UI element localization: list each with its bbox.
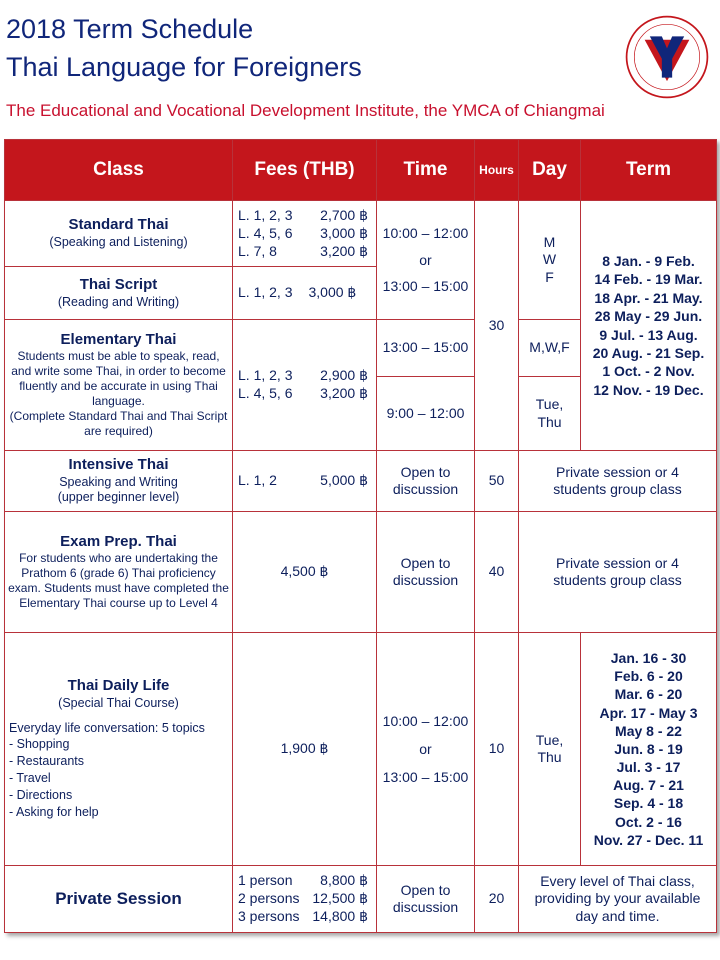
class-requirement: (Complete Standard Thai and Thai Script are required) [9, 409, 228, 439]
term-item: 18 Apr. - 21 May. [594, 289, 703, 306]
institute-subtitle: The Educational and Vocational Development Institute, the YMCA of Chiangmai [6, 101, 605, 120]
table-row-private-session [5, 866, 717, 933]
term-item: 1 Oct. - 2 Nov. [602, 363, 695, 380]
class-name: Exam Prep. Thai [60, 532, 177, 550]
fee-level: L. 1, 2, 3 [238, 284, 293, 300]
page-title: 2018 Term Schedule [6, 14, 254, 44]
table-row-thai-daily-life [5, 633, 717, 866]
fees-cell: 4,500 ฿ [233, 512, 377, 633]
class-name: Private Session [55, 889, 182, 909]
class-cell [5, 451, 233, 512]
list-item: - Travel [9, 771, 51, 786]
fee-price: 5,000 ฿ [320, 472, 368, 488]
term-item: Feb. 6 - 20 [614, 668, 683, 685]
fee-price: 3,200 ฿ [320, 385, 368, 401]
time-cell: Open to discussion [377, 512, 475, 633]
time-or: or [419, 741, 432, 757]
time-or: or [419, 251, 432, 268]
fee-line [238, 872, 376, 890]
fee-line [238, 225, 376, 243]
term-item: 28 May - 29 Jun. [594, 308, 703, 325]
time-slot: 13:00 – 15:00 [382, 769, 469, 785]
term-item: May 8 - 22 [615, 722, 682, 739]
time-slot: 13:00 – 15:00 [382, 278, 469, 295]
class-subtitle: Speaking and Writing [59, 474, 178, 489]
topic-intro: Everyday life conversation: 5 topics [9, 720, 205, 735]
column-header-class: Class [5, 140, 233, 201]
hours-cell: 30 [475, 201, 519, 451]
day-cell: Tue, Thu [519, 377, 581, 451]
schedule-table [4, 139, 717, 933]
day-cell: M W F [519, 201, 581, 320]
class-cell [5, 866, 233, 933]
class-cell [5, 320, 233, 451]
class-name: Standard Thai [68, 216, 169, 234]
fees-cell: 1,900 ฿ [233, 633, 377, 866]
time-cell: Open to discussion [377, 866, 475, 933]
fees-cell [233, 267, 377, 320]
term-item: 20 Aug. - 21 Sep. [592, 344, 705, 361]
fee-level: L. 1, 2, 3 [238, 367, 293, 383]
class-name: Thai Script [79, 275, 158, 293]
time-cell: 9:00 – 12:00 [377, 377, 475, 451]
fee-level: L. 4, 5, 6 [238, 224, 293, 241]
page-header [0, 0, 720, 130]
term-item: 14 Feb. - 19 Mar. [594, 271, 703, 288]
term-item: Aug. 7 - 21 [613, 777, 684, 794]
hours-cell: 10 [475, 633, 519, 866]
time-cell: 13:00 – 15:00 [377, 320, 475, 377]
time-cell: Open to discussion [377, 451, 475, 512]
fees-cell [233, 451, 377, 512]
column-header-day: Day [519, 140, 581, 201]
column-header-fees: Fees (THB) [233, 140, 377, 201]
class-name: Elementary Thai [60, 330, 177, 348]
time-cell [377, 201, 475, 320]
session-note: Private session or 4 students group class [519, 512, 717, 633]
fee-level: 2 persons [238, 890, 300, 906]
list-item: - Directions [9, 788, 73, 803]
table-header-row [5, 140, 717, 201]
time-slot: 10:00 – 12:00 [382, 713, 469, 729]
table-row-intensive-thai [5, 451, 717, 512]
term-cell [581, 201, 717, 451]
term-item: Mar. 6 - 20 [614, 686, 683, 703]
day-cell: Tue, Thu [519, 633, 581, 866]
time-cell [377, 633, 475, 866]
term-item: Oct. 2 - 16 [615, 813, 682, 830]
fee-level: 3 persons [238, 908, 300, 924]
ymca-seal-icon [624, 14, 710, 100]
fee-price: 12,500 ฿ [312, 890, 368, 906]
term-cell [581, 633, 717, 866]
fee-price: 2,700 ฿ [320, 206, 368, 223]
fee-line [238, 243, 376, 261]
fee-price: 8,800 ฿ [320, 872, 368, 888]
list-item: - Asking for help [9, 804, 99, 819]
fee-level: L. 4, 5, 6 [238, 385, 293, 401]
table-row-standard-thai [5, 201, 717, 267]
fee-price: 2,900 ฿ [320, 367, 368, 383]
term-item: 9 Jul. - 13 Aug. [599, 326, 698, 343]
column-header-time: Time [377, 140, 475, 201]
hours-cell: 20 [475, 866, 519, 933]
term-item: Sep. 4 - 18 [613, 795, 684, 812]
session-note: Private session or 4 students group class [519, 451, 717, 512]
term-item: 12 Nov. - 19 Dec. [593, 381, 704, 398]
table-row-exam-prep-thai [5, 512, 717, 633]
class-subtitle: (Special Thai Course) [58, 695, 179, 710]
class-cell [5, 201, 233, 267]
class-name: Thai Daily Life [67, 677, 170, 695]
class-description: Students must be able to speak, read, and write some Thai, in order to become fluently and be accurate in using Thai language. [11, 349, 226, 409]
class-subtitle: (upper beginner level) [57, 490, 180, 505]
class-description: For students who are undertaking the Prathom 6 (grade 6) Thai proficiency exam. Students must have completed the Elementary Thai course up to Level 4 [8, 551, 229, 611]
term-item: 8 Jan. - 9 Feb. [602, 252, 695, 269]
list-item: - Restaurants [9, 754, 85, 769]
class-cell [5, 512, 233, 633]
term-item: Nov. 27 - Dec. 11 [593, 831, 704, 848]
class-cell [5, 633, 233, 866]
fee-line [238, 367, 376, 385]
page-title-line2: Thai Language for Foreigners [6, 52, 362, 82]
column-header-hours: Hours [475, 140, 519, 201]
fee-price: 3,000 ฿ [308, 284, 357, 300]
class-name: Intensive Thai [68, 456, 169, 473]
class-cell [5, 267, 233, 320]
fee-line [238, 472, 376, 490]
topic-list [5, 720, 232, 821]
fees-cell [233, 201, 377, 267]
fee-line [238, 890, 376, 908]
fee-price: 3,200 ฿ [320, 242, 368, 259]
fee-line [238, 284, 376, 302]
fee-level: L. 1, 2, 3 [238, 206, 293, 223]
fee-line [238, 908, 376, 926]
session-note: Every level of Thai class, providing by your available day and time. [519, 866, 717, 933]
hours-cell: 50 [475, 451, 519, 512]
term-item: Jun. 8 - 19 [614, 740, 683, 757]
term-item: Jan. 16 - 30 [610, 649, 687, 666]
fee-price: 14,800 ฿ [312, 908, 368, 924]
term-item: Apr. 17 - May 3 [599, 704, 698, 721]
term-item: Jul. 3 - 17 [616, 759, 681, 776]
fee-level: L. 1, 2 [238, 472, 277, 488]
day-cell: M,W,F [519, 320, 581, 377]
fees-cell [233, 320, 377, 451]
hours-cell: 40 [475, 512, 519, 633]
list-item: - Shopping [9, 737, 70, 752]
fees-cell [233, 866, 377, 933]
fee-price: 3,000 ฿ [320, 224, 368, 241]
column-header-term: Term [581, 140, 717, 201]
class-subtitle: (Reading and Writing) [57, 294, 180, 309]
fee-line [238, 385, 376, 403]
fee-level: 1 person [238, 872, 293, 888]
class-subtitle: (Speaking and Listening) [49, 235, 188, 250]
time-slot: 10:00 – 12:00 [382, 225, 469, 242]
fee-level: L. 7, 8 [238, 242, 277, 259]
fee-line [238, 207, 376, 225]
